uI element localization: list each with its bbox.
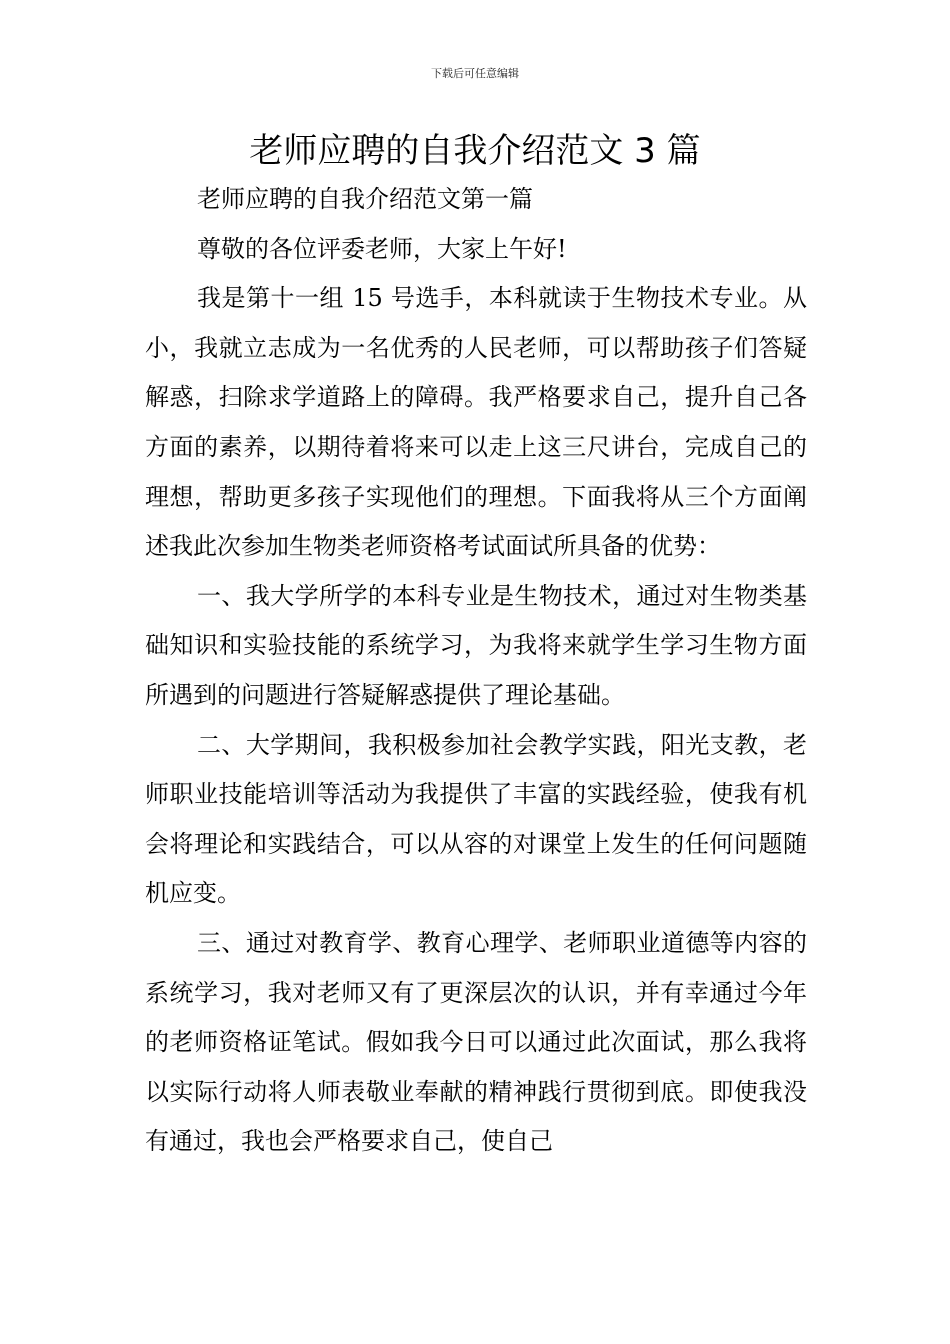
- greeting-paragraph: 尊敬的各位评委老师，大家上午好!: [197, 234, 567, 263]
- document-body: [145, 175, 807, 1167]
- point-two-paragraph: 二、大学期间，我积极参加社会教学实践，阳光支教，老师职业技能培训等活动为我提供了丰富的实践经验，使我有机会将理论和实践结合，可以从容的对课堂上发生的任何问题随机应变。: [145, 730, 807, 908]
- intro-paragraph: 我是第十一组 15 号选手，本科就读于生物技术专业。从小，我就立志成为一名优秀的人民老师，可以帮助孩子们答疑解惑，扫除求学道路上的障碍。我严格要求自己，提升自己各方面的素养，以期待着将来可以走上这三尺讲台，完成自己的理想，帮助更多孩子实现他们的理想。下面我将从三个方面阐述我此次参加生物类老师资格考试面试所具备的优势：: [145, 284, 807, 561]
- section-heading: 老师应聘的自我介绍范文第一篇: [197, 185, 533, 213]
- header-note: 下载后可任意编辑: [431, 67, 519, 80]
- point-three-paragraph: 三、通过对教育学、教育心理学、老师职业道德等内容的系统学习，我对老师又有了更深层次的认识，并有幸通过今年的老师资格证笔试。假如我今日可以通过此次面试，那么我将以实际行动将人师表敬业奉献的精神践行贯彻到底。即使我没有通过，我也会严格要求自己，使自己: [145, 928, 807, 1156]
- point-one-paragraph: 一、我大学所学的本科专业是生物技术，通过对生物类基础知识和实验技能的系统学习，为我将来就学生学习生物方面所遇到的问题进行答疑解惑提供了理论基础。: [145, 581, 807, 709]
- document-title: 老师应聘的自我介绍范文 3 篇: [249, 131, 701, 171]
